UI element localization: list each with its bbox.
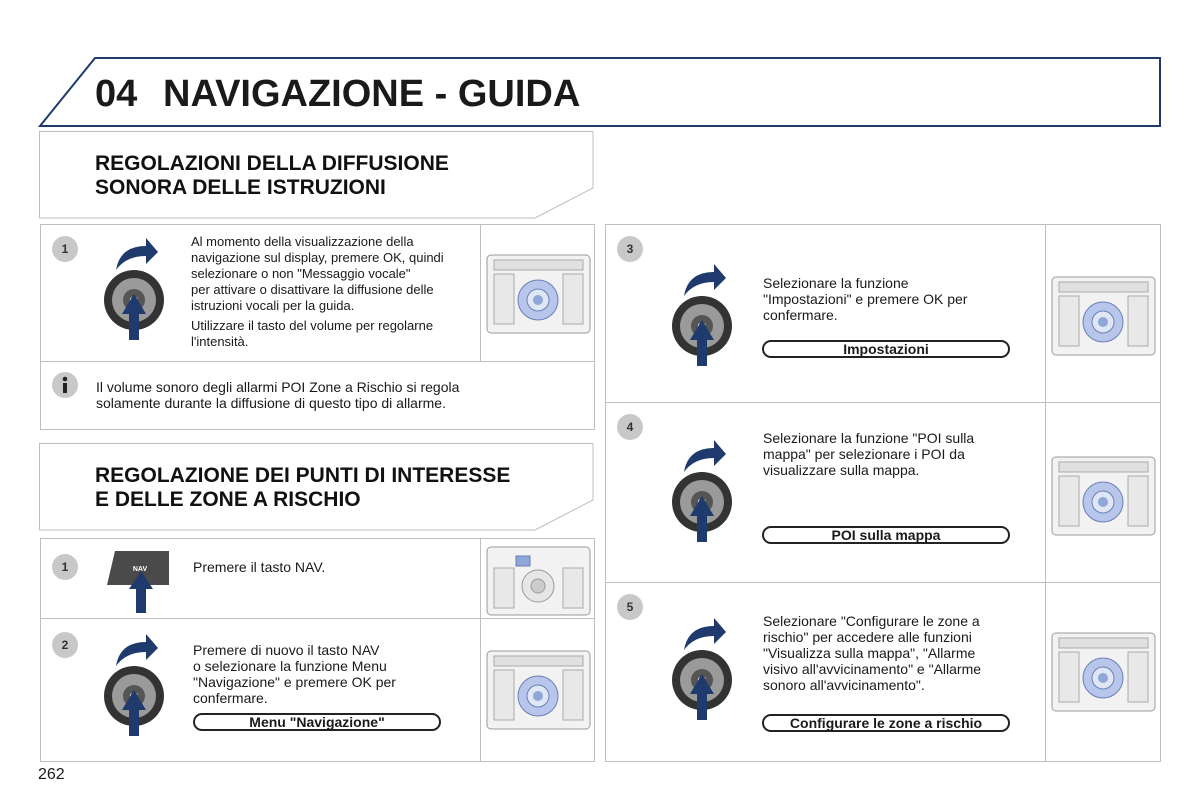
section2-heading-line2: E DELLE ZONE A RISCHIO [95,488,361,511]
chapter-title: NAVIGAZIONE - GUIDA [163,73,581,115]
console-thumbnail [486,254,591,334]
step-number-badge: 2 [52,632,78,658]
rotary-knob-icon [668,262,740,372]
poi-sulla-mappa-label: POI sulla mappa [762,526,1010,544]
step-number-badge: 5 [617,594,643,620]
step5-instructions: Selezionare "Configurare le zone a rischio" per accedere alle funzioni "Visualizza sulla mappa", "Allarme visivo all'avvicinamento" e "Allarme sonoro all'avvicinamento". [763,613,982,693]
step2-instructions: Premere di nuovo il tasto NAV o selezionare la funzione Menu "Navigazione" e premere OK per confermare. [193,642,396,706]
rotary-knob-icon [100,632,172,742]
info-icon [52,372,78,398]
rotary-knob-icon [100,236,172,346]
menu-navigazione-label: Menu "Navigazione" [193,713,441,731]
step-number-badge: 4 [617,414,643,440]
console-thumbnail [486,650,591,730]
section1-heading-line1: REGOLAZIONI DELLA DIFFUSIONE [95,152,449,175]
step3-instructions: Selezionare la funzione "Impostazioni" e premere OK per confermare. [763,275,968,323]
section2-heading-line1: REGOLAZIONE DEI PUNTI DI INTERESSE [95,464,511,487]
rotary-knob-icon [668,438,740,548]
step-nav-instruction: Premere il tasto NAV. [193,559,326,575]
section1-heading-line2: SONORA DELLE ISTRUZIONI [95,176,386,199]
step-number-badge: 3 [617,236,643,262]
step-number-badge: 1 [52,554,78,580]
rotary-knob-icon [668,616,740,726]
info-note: Il volume sonoro degli allarmi POI Zone a Rischio si regola solamente durante la diffusione di questo tipo di allarme. [96,379,460,411]
console-thumbnail [1051,632,1156,712]
nav-key-label: NAV [132,566,148,573]
page-number: 262 [38,766,65,783]
configurare-zone-label: Configurare le zone a rischio [762,714,1010,732]
step4-instructions: Selezionare la funzione "POI sulla mappa" per selezionare i POI da visualizzare sulla mappa. [763,430,975,478]
console-thumbnail [1051,456,1156,536]
step1-instructions: Al momento della visualizzazione della navigazione sul display, premere OK, quindi selezionare o non "Messaggio vocale" per attivare o disattivare la diffusione delle istruzioni vocali per la guida. Utilizzare il tasto del volume per regolarne l'intensità. [191,234,444,349]
console-thumbnail [486,546,591,616]
step-number-badge: 1 [52,236,78,262]
console-thumbnail [1051,276,1156,356]
impostazioni-label: Impostazioni [762,340,1010,358]
chapter-number: 04 [95,73,138,115]
nav-key-icon [105,545,175,615]
